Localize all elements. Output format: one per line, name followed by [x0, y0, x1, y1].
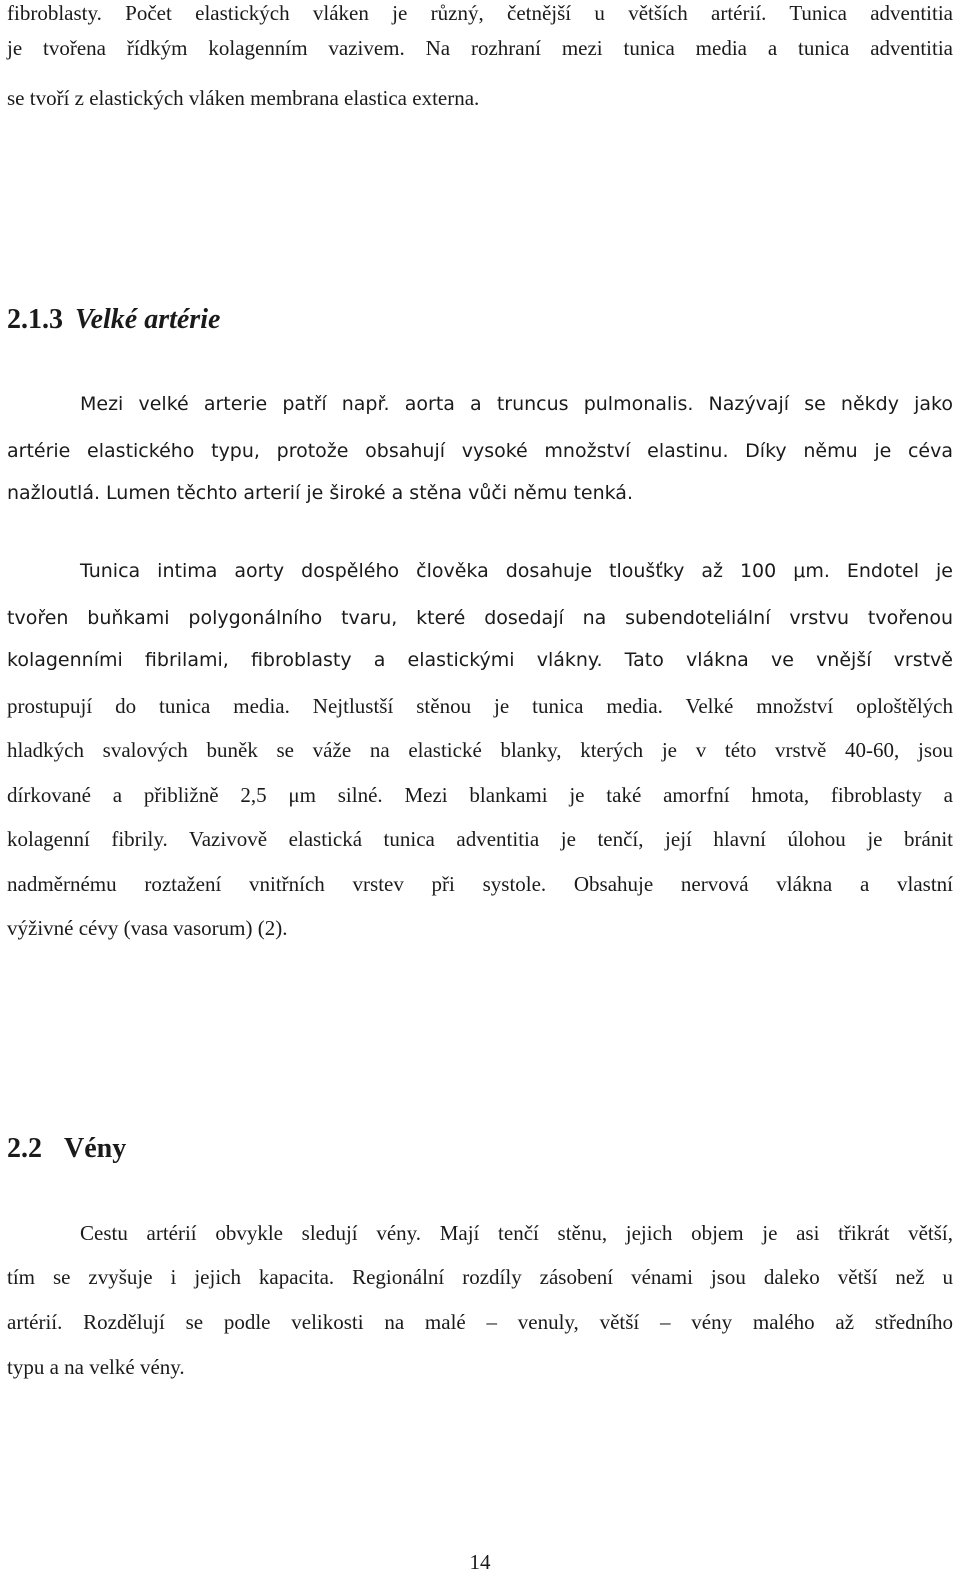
section-title: Velké artérie	[75, 304, 221, 335]
text-line: fibroblasty. Počet elastických vláken je různý, četnější u větších artérií. Tunica adventitia	[7, 1, 953, 25]
text-line: dírkované a přibližně 2,5 μm silné. Mezi blankami je také amorfní hmota, fibroblasty a	[7, 783, 953, 807]
page-number: 14	[469, 1550, 491, 1574]
text-line: prostupují do tunica media. Nejtlustší stěnou je tunica media. Velké množství oploštělých	[7, 694, 953, 718]
text-line: se tvoří z elastických vláken membrana elastica externa.	[7, 86, 480, 110]
text-line: nažloutlá. Lumen těchto arterií je široké a stěna vůči němu tenká.	[7, 482, 633, 504]
text-line: artérie elastického typu, protože obsahují vysoké množství elastinu. Díky němu je céva	[7, 440, 953, 462]
text-line: výživné cévy (vasa vasorum) (2).	[7, 916, 288, 940]
text-line: Mezi velké arterie patří např. aorta a truncus pulmonalis. Nazývají se někdy jako	[80, 393, 953, 415]
text-line: Cestu artérií obvykle sledují vény. Mají tenčí stěnu, jejich objem je asi třikrát větší,	[80, 1221, 953, 1245]
text-line: hladkých svalových buněk se váže na elastické blanky, kterých je v této vrstvě 40-60, jsou	[7, 738, 953, 762]
text-line: Tunica intima aorty dospělého člověka dosahuje tloušťky až 100 μm. Endotel je	[80, 560, 953, 582]
section-number: 2.2	[7, 1133, 42, 1164]
section-heading-2-2	[7, 1132, 126, 1166]
section-title: Vény	[64, 1133, 127, 1164]
section-heading-2-1-3	[7, 303, 220, 337]
text-line: typu a na velké vény.	[7, 1355, 185, 1379]
text-line: kolagenními fibrilami, fibroblasty a elastickými vlákny. Tato vlákna ve vnější vrstvě	[7, 649, 953, 671]
section-number: 2.1.3	[7, 304, 63, 335]
text-line: nadměrnému roztažení vnitřních vrstev při systole. Obsahuje nervová vlákna a vlastní	[7, 872, 953, 896]
text-line: je tvořena řídkým kolagenním vazivem. Na rozhraní mezi tunica media a tunica adventitia	[7, 36, 953, 60]
text-line: artérií. Rozdělují se podle velikosti na malé – venuly, větší – vény malého až středního	[7, 1310, 953, 1334]
text-line: kolagenní fibrily. Vazivově elastická tunica adventitia je tenčí, její hlavní úlohou je bránit	[7, 827, 953, 851]
text-line: tím se zvyšuje i jejich kapacita. Regionální rozdíly zásobení vénami jsou daleko větší než u	[7, 1265, 953, 1289]
text-line: tvořen buňkami polygonálního tvaru, které dosedají na subendoteliální vrstvu tvořenou	[7, 607, 953, 629]
